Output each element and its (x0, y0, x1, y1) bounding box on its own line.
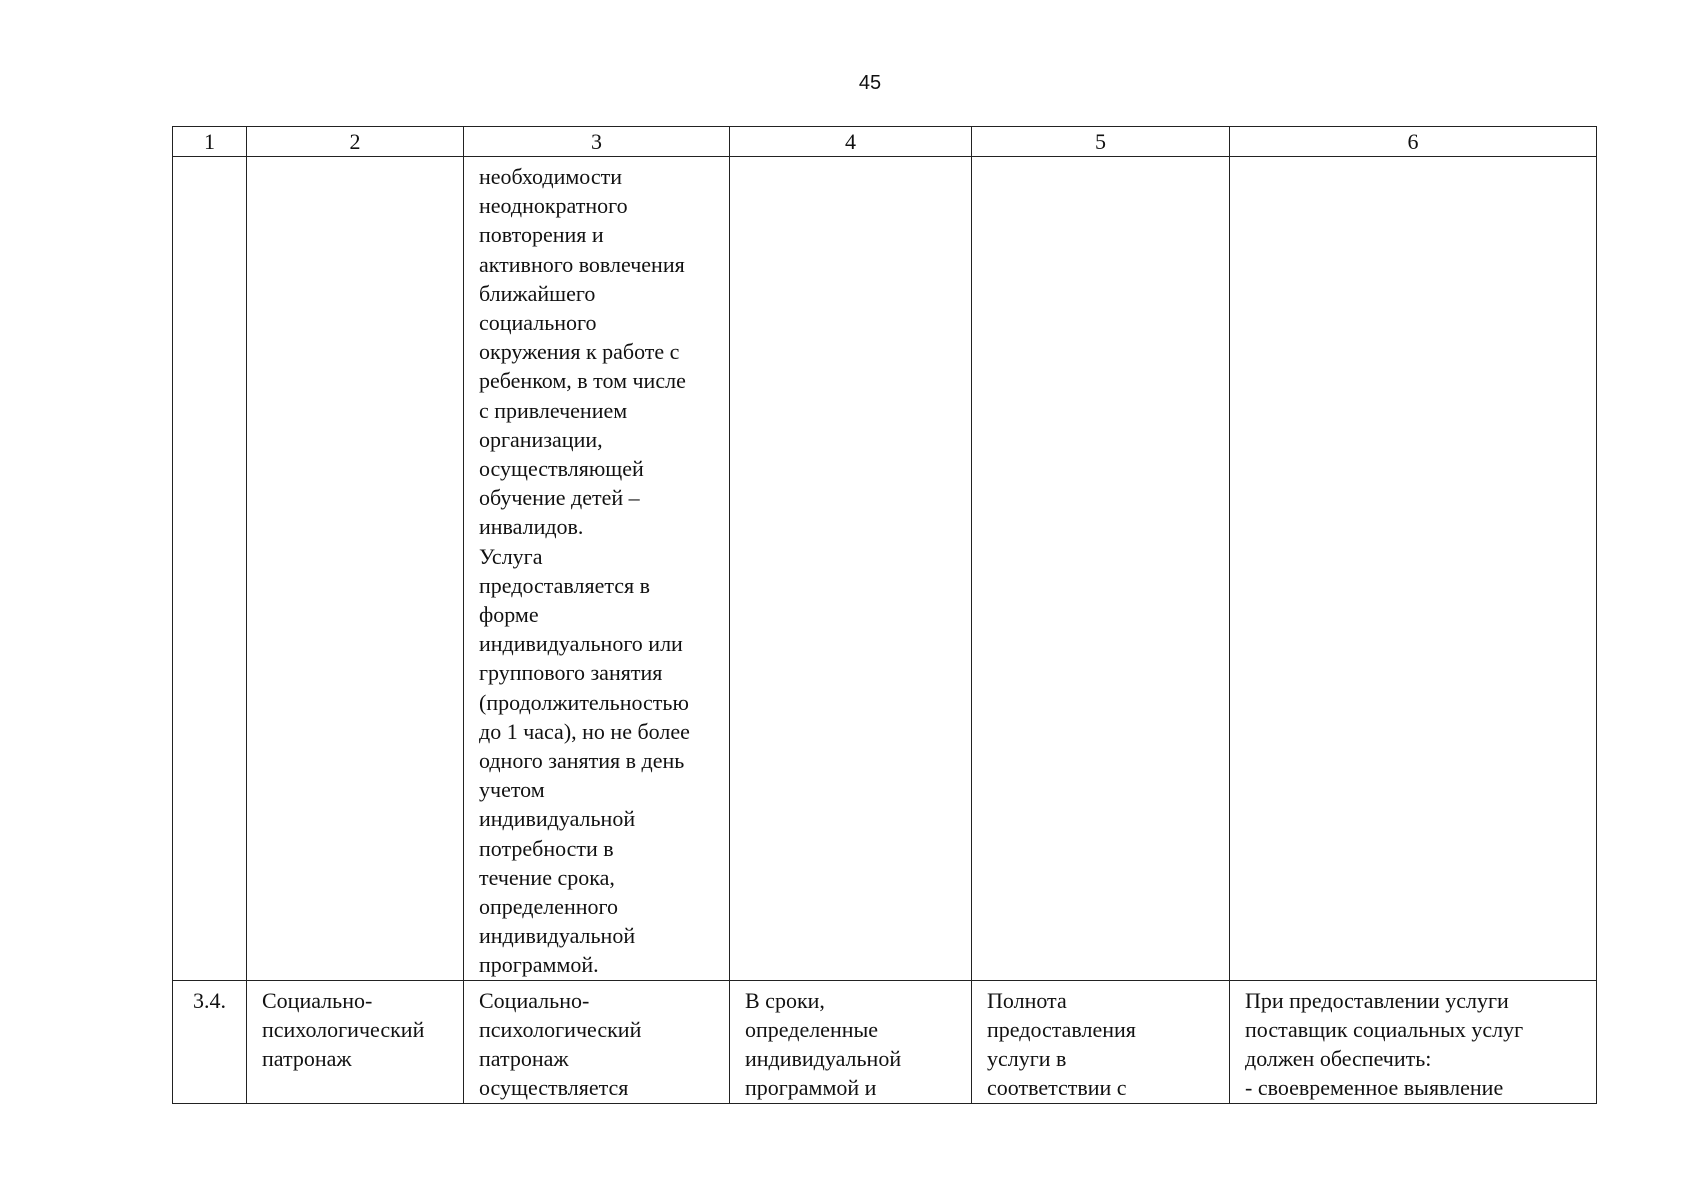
cell-conditions (1230, 157, 1597, 981)
table-row-3-4 (173, 980, 1597, 1103)
cell-service-description: необходимости неоднократного повторения и активного вовлечения ближайшего социального окружения к работе с ребенком, в том числе с привлечением организации, осуществляющей обучение детей – инвалидов. Услуга предоставляется в форме индивидуального или группового занятия (продолжительностью до 1 часа), но не более одного занятия в день учетом индивидуальной потребности в течение срока, определенного индивидуальной программой. (464, 157, 730, 981)
cell-service-name (247, 157, 464, 981)
cell-terms (730, 157, 972, 981)
cell-number (173, 157, 247, 981)
cell-terms: В сроки, определенные индивидуальной программой и (730, 980, 972, 1103)
page-number: 45 (858, 72, 882, 94)
cell-conditions: При предоставлении услуги поставщик социальных услуг должен обеспечить: - своевременное выявление (1230, 980, 1597, 1103)
column-number-row (173, 127, 1597, 157)
column-header-5: 5 (972, 127, 1230, 157)
table-row-continuation (173, 157, 1597, 981)
cell-service-name: Социально- психологический патронаж (247, 980, 464, 1103)
services-table (172, 126, 1597, 1104)
column-header-3: 3 (464, 127, 730, 157)
cell-quality-indicators: Полнота предоставления услуги в соответствии с (972, 980, 1230, 1103)
cell-service-description: Социально- психологический патронаж осуществляется (464, 980, 730, 1103)
column-header-4: 4 (730, 127, 972, 157)
cell-quality-indicators (972, 157, 1230, 981)
column-header-6: 6 (1230, 127, 1597, 157)
cell-number: 3.4. (173, 980, 247, 1103)
column-header-1: 1 (173, 127, 247, 157)
column-header-2: 2 (247, 127, 464, 157)
